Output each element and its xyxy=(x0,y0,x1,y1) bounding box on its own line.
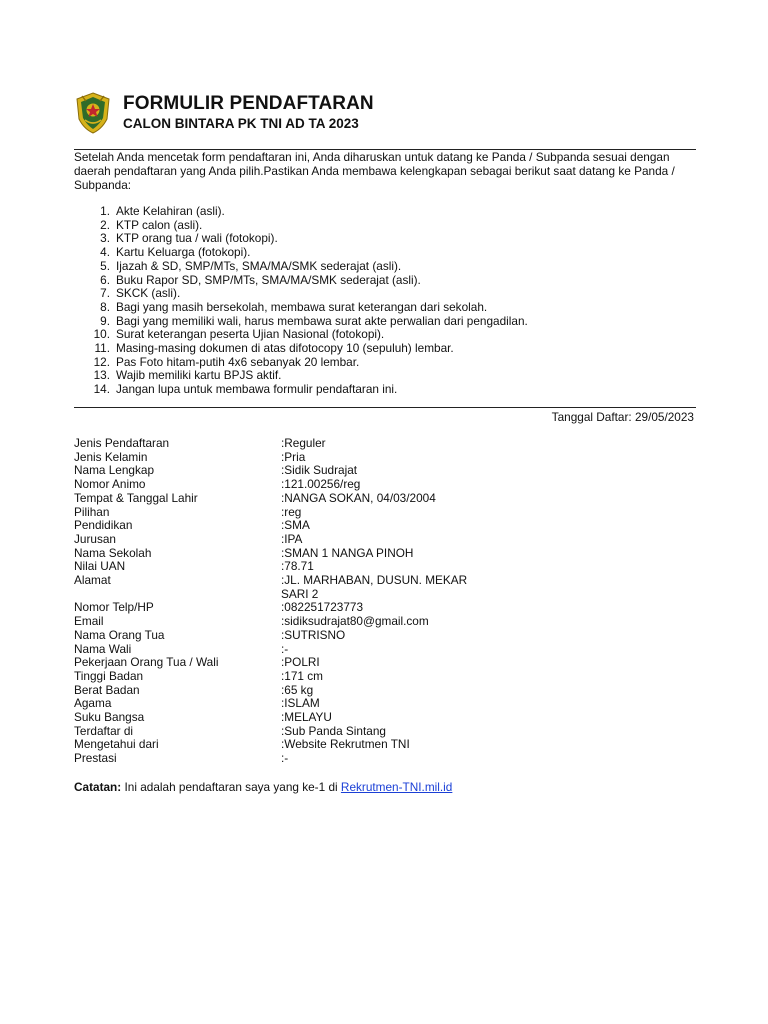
field-label: Tempat & Tanggal Lahir xyxy=(74,490,198,505)
requirement-text: Bagi yang memiliki wali, harus membawa surat akte perwalian dari pengadilan. xyxy=(116,313,528,328)
requirement-number: 2. xyxy=(100,217,110,232)
field-label: Nilai UAN xyxy=(74,559,126,574)
field-value: :171 cm xyxy=(281,668,323,683)
field-value: :- xyxy=(281,751,289,766)
requirement-number: 6. xyxy=(100,272,110,287)
field-value: :NANGA SOKAN, 04/03/2004 xyxy=(281,490,436,505)
tni-ad-emblem-icon xyxy=(74,92,112,134)
field-row xyxy=(74,437,694,451)
field-label: Jenis Pendaftaran xyxy=(74,436,170,450)
field-value: :SMA xyxy=(281,518,310,533)
requirement-text: Wajib memiliki kartu BPJS aktif. xyxy=(116,368,282,383)
field-value: :Reguler xyxy=(281,436,326,450)
field-value: :Pria xyxy=(281,449,306,464)
field-value: :reg xyxy=(281,504,302,519)
field-label: Nama Sekolah xyxy=(74,545,152,560)
field-label: Nama Orang Tua xyxy=(74,627,165,642)
field-label: Email xyxy=(74,614,104,629)
field-row xyxy=(74,643,694,657)
requirement-item xyxy=(74,232,694,246)
form-subtitle: CALON BINTARA PK TNI AD TA 2023 xyxy=(123,116,359,131)
requirement-item xyxy=(74,260,694,274)
field-row xyxy=(74,506,694,520)
requirement-text: Masing-masing dokumen di atas difotocopy 10 (sepuluh) lembar. xyxy=(116,341,454,356)
requirement-number: 1. xyxy=(100,204,110,218)
requirement-text: Ijazah & SD, SMP/MTs, SMA/MA/SMK sederajat (asli). xyxy=(116,258,402,273)
form-title: FORMULIR PENDAFTARAN xyxy=(123,93,374,114)
requirement-number: 9. xyxy=(100,313,110,328)
field-label: Jurusan xyxy=(74,531,116,546)
requirement-item xyxy=(74,219,694,233)
registration-note xyxy=(74,780,452,794)
field-row xyxy=(74,725,694,739)
list-divider xyxy=(74,407,696,408)
field-label: Nama Lengkap xyxy=(74,463,155,478)
field-value: :POLRI xyxy=(281,655,320,670)
field-value: :sidiksudrajat80@gmail.com xyxy=(281,614,429,629)
field-row xyxy=(74,560,694,574)
field-label: Pendidikan xyxy=(74,518,133,533)
requirement-text: Akte Kelahiran (asli). xyxy=(116,204,225,218)
field-value: :JL. MARHABAN, DUSUN. MEKAR SARI 2 xyxy=(281,573,468,601)
field-row xyxy=(74,697,694,711)
requirement-item xyxy=(74,342,694,356)
requirement-number: 3. xyxy=(100,231,110,246)
field-value: :ISLAM xyxy=(281,696,320,711)
requirement-text: SKCK (asli). xyxy=(116,286,181,301)
field-label: Nama Wali xyxy=(74,641,132,656)
field-label: Tinggi Badan xyxy=(74,668,144,683)
requirement-item xyxy=(74,315,694,329)
field-value: :Website Rekrutmen TNI xyxy=(281,737,410,752)
requirement-text: KTP calon (asli). xyxy=(116,217,203,232)
requirement-number: 10. xyxy=(93,327,110,342)
requirement-text: KTP orang tua / wali (fotokopi). xyxy=(116,231,278,246)
field-row xyxy=(74,519,694,533)
field-value: :78.71 xyxy=(281,559,314,574)
field-value: :65 kg xyxy=(281,682,314,697)
requirement-text: Jangan lupa untuk membawa formulir pendaftaran ini. xyxy=(116,382,398,397)
field-row xyxy=(74,547,694,561)
field-value: :MELAYU xyxy=(281,710,332,725)
requirement-number: 12. xyxy=(93,354,110,369)
field-label: Agama xyxy=(74,696,112,711)
requirement-number: 7. xyxy=(100,286,110,301)
field-row xyxy=(74,711,694,725)
requirement-item xyxy=(74,369,694,383)
applicant-fields xyxy=(74,437,694,766)
requirement-number: 11. xyxy=(94,341,110,356)
requirement-item xyxy=(74,274,694,288)
requirement-text: Pas Foto hitam-putih 4x6 sebanyak 20 lembar. xyxy=(116,354,360,369)
requirement-text: Kartu Keluarga (fotokopi). xyxy=(116,245,251,260)
field-row xyxy=(74,533,694,547)
field-row xyxy=(74,574,694,601)
requirement-number: 8. xyxy=(100,299,110,314)
note-label: Catatan: xyxy=(74,780,122,794)
field-row xyxy=(74,670,694,684)
intro-paragraph: Setelah Anda mencetak form pendaftaran ini, Anda diharuskan untuk datang ke Panda / Subpanda sesuai dengan daerah pendaftaran yang Anda pilih.Pastikan Anda membawa kelengkapan sebagai berikut saat datang ke Panda / Subpanda: xyxy=(74,150,675,192)
field-label: Alamat xyxy=(74,573,111,588)
field-row xyxy=(74,684,694,698)
field-label: Nomor Animo xyxy=(74,477,146,492)
requirement-item xyxy=(74,287,694,301)
registration-date: Tanggal Daftar: 29/05/2023 xyxy=(551,410,694,424)
field-row xyxy=(74,738,694,752)
requirement-number: 5. xyxy=(100,258,110,273)
field-row xyxy=(74,451,694,465)
rekrutmen-link[interactable]: Rekrutmen-TNI.mil.id xyxy=(340,780,453,794)
field-label: Terdaftar di xyxy=(74,723,134,738)
field-label: Suku Bangsa xyxy=(74,710,145,725)
field-label: Jenis Kelamin xyxy=(74,449,148,464)
field-row xyxy=(74,601,694,615)
form-header xyxy=(74,90,696,146)
requirement-item xyxy=(74,356,694,370)
field-label: Pekerjaan Orang Tua / Wali xyxy=(74,655,219,670)
field-value: :Sidik Sudrajat xyxy=(281,463,358,478)
requirement-text: Buku Rapor SD, SMP/MTs, SMA/MA/SMK sederajat (asli). xyxy=(116,272,421,287)
requirement-number: 13. xyxy=(93,368,110,383)
requirements-list xyxy=(74,205,694,397)
requirement-item xyxy=(74,205,694,219)
field-label: Mengetahui dari xyxy=(74,737,159,752)
requirement-item xyxy=(74,383,694,397)
field-value: :121.00256/reg xyxy=(281,477,361,492)
field-row xyxy=(74,615,694,629)
field-value: :Sub Panda Sintang xyxy=(281,723,386,738)
field-row xyxy=(74,629,694,643)
field-row xyxy=(74,656,694,670)
field-label: Prestasi xyxy=(74,751,117,766)
requirement-item xyxy=(74,328,694,342)
note-text: Ini adalah pendaftaran saya yang ke-1 di xyxy=(121,780,341,794)
field-row xyxy=(74,752,694,766)
requirement-item xyxy=(74,246,694,260)
field-value: :- xyxy=(281,641,289,656)
field-value: :SMAN 1 NANGA PINOH xyxy=(281,545,414,560)
requirement-number: 14. xyxy=(93,382,110,397)
field-value: :IPA xyxy=(281,531,303,546)
field-label: Pilihan xyxy=(74,504,110,519)
requirement-text: Surat keterangan peserta Ujian Nasional (fotokopi). xyxy=(116,327,385,342)
field-row xyxy=(74,464,694,478)
field-row xyxy=(74,492,694,506)
field-label: Berat Badan xyxy=(74,682,140,697)
field-row xyxy=(74,478,694,492)
requirement-text: Bagi yang masih bersekolah, membawa surat keterangan dari sekolah. xyxy=(116,299,488,314)
field-value: :082251723773 xyxy=(281,600,364,615)
field-value: :SUTRISNO xyxy=(281,627,346,642)
requirement-item xyxy=(74,301,694,315)
requirement-number: 4. xyxy=(100,245,110,260)
field-label: Nomor Telp/HP xyxy=(74,600,154,615)
